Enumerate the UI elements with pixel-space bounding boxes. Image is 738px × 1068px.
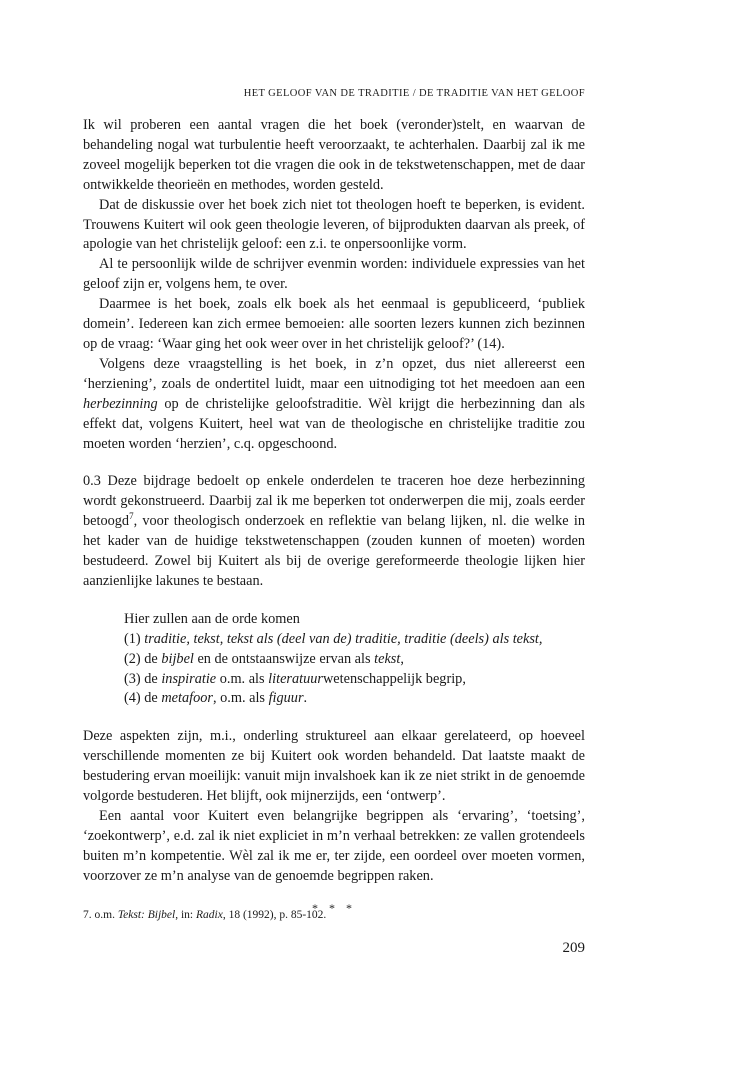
paragraph-3: Al te persoonlijk wilde de schrijver evenmin worden: individuele expressies van het geloof zijn er, volgens hem, te over. xyxy=(83,256,585,293)
body-text xyxy=(83,116,585,919)
page-number: 209 xyxy=(562,940,585,956)
paragraph-4: Daarmee is het boek, zoals elk boek als het eenmaal is gepubliceerd, ‘publiek domein’. Iedereen kan zich ermee bemoeien: alle soorten lezers kunnen zich bezinnen op de vraag: ‘Waar ging het ook weer over in het christelijk geloof?’ (14). xyxy=(83,296,585,352)
section-separator: * * * xyxy=(312,900,356,915)
book-page xyxy=(83,0,585,1068)
italic-herbezinning: herbezinning xyxy=(83,395,158,412)
paragraph-2: Dat de diskussie over het boek zich niet tot theologen hoeft te beperken, is evident. Trouwens Kuitert wil ook geen theologie leveren, of bijprodukten daarvan als preek, of apologie van het christelijk geloof: een z.i. te onpersoonlijke vorm. xyxy=(83,196,585,253)
paragraph-5: Volgens deze vraagstelling is het boek, in z’n opzet, dus niet allereerst een ‘herziening’, zoals de ondertitel luidt, maar een uitnodiging tot het meedoen aan een herbezinning op de christelijke geloofstraditie. Wèl krijgt die herbezinning dan als effekt dat, volgens Kuitert, heel wat van de theologische en christelijke traditie zou moeten worden ‘herzien’, c.q. opgeschoond. xyxy=(83,355,585,452)
paragraph-7: Een aantal voor Kuitert even belangrijke begrippen als ‘ervaring’, ‘toetsing’, ‘zoekontwerp’, e.d. zal ik niet expliciet in m’n verhaal betrekken: ze vallen grotendeels buiten m’n kompetentie. Wèl zal ik me er, ter zijde, een oordeel over moeten vormen, voorzover ze m’n analyse van de genoemde begrippen raken. xyxy=(83,808,585,884)
list-item: (3) de inspiratie o.m. als literatuurwetenschappelijk begrip, xyxy=(124,670,466,687)
paragraph-1: Ik wil proberen een aantal vragen die het boek (veronder)stelt, en waarvan de behandeling nogal wat turbulentie heeft veroorzaakt, te achterhalen. Daarbij zal ik me zoveel mogelijk beperken tot die vragen die ook in de tekstwetenschappen, met de daar ontwikkelde theorieën en methodes, worden gesteld. xyxy=(83,117,585,193)
enumeration-list xyxy=(83,630,585,710)
section-0-3-paragraph: 0.3 Deze bijdrage bedoelt op enkele onderdelen te traceren hoe deze herbezinning wordt gekonstrueerd. Daarbij zal ik me beperken tot onderwerpen die mij, zoals eerder betoogd$^7$, voor theologisch onderzoek en reflektie van belang lijken, nl. die welke in het kader van de huidige tekstwetenschappen (zouden kunnen of moeten) worden bestudeerd. Zowel bij Kuitert als bij de overige gereformeerde theologie lijken hier aanzienlijke lakunes te bestaan. xyxy=(83,473,585,589)
footnote: 7. o.m. Tekst: Bijbel, in: Radix, 18 (1992), p. 85-102. xyxy=(83,909,327,921)
list-item: (4) de metafoor, o.m. als figuur. xyxy=(124,690,308,707)
running-head: HET GELOOF VAN DE TRADITIE / DE TRADITIE VAN HET GELOOF xyxy=(243,88,585,99)
paragraph-6: Deze aspekten zijn, m.i., onderling struktureel aan elkaar gerelateerd, op hoeveel verschillende momenten ze bij Kuitert ook worden behandeld. Dat laatste maakt de bestudering ervan moeilijk: vanuit mijn invalshoek kan ik ze niet strikt in de genoemde volgorde bestuderen. Het blijft, ook mijnerzijds, een ‘ontwerp’. xyxy=(83,728,585,805)
enumeration-intro: Hier zullen aan de orde komen xyxy=(124,610,300,627)
footnote-ref: 7 xyxy=(129,511,134,522)
list-item: (2) de bijbel en de ontstaanswijze ervan als tekst, xyxy=(124,650,404,667)
list-item: (1) traditie, tekst, tekst als (deel van de) traditie, traditie (deels) als tekst, xyxy=(124,630,543,647)
